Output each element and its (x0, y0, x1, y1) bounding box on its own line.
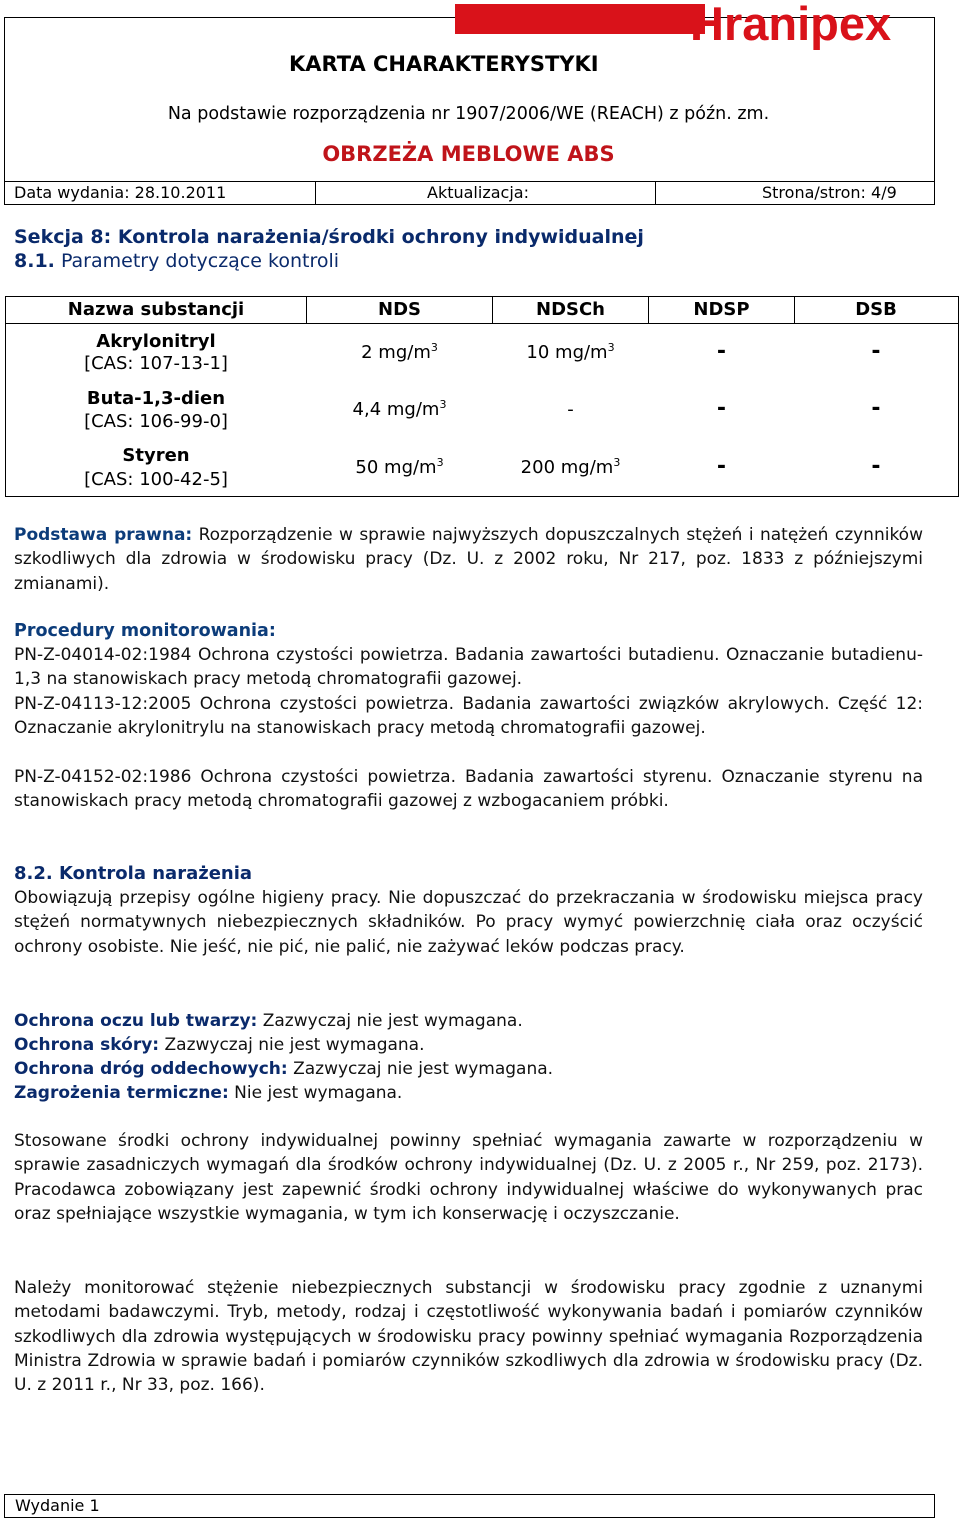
col-header-ndsch: NDSCh (536, 299, 605, 320)
col-header-dsb: DSB (855, 299, 897, 320)
update-label: Aktualizacja: (427, 183, 529, 202)
monitoring-title: Procedury monitorowania: (14, 621, 276, 641)
document-title: KARTA CHARAKTERYSTYKI (289, 52, 599, 76)
protection-respiratory: Ochrona dróg oddechowych: Zazwyczaj nie jest wymagana. (14, 1059, 554, 1079)
dsb-value: - (871, 396, 881, 421)
edition-label: Wydanie 1 (15, 1496, 100, 1515)
substance-cas: [CAS: 100-42-5] (84, 469, 228, 490)
ndsch-value: 10 $mg/m^3$ (526, 341, 615, 363)
ndsch-value: - (567, 399, 574, 420)
legal-basis: Podstawa prawna: Rozporządzenie w sprawie najwyższych dopuszczalnych stężeń i natężeń czynników szkodliwych dla zdrowia w środowisku pracy (Dz. U. z 2002 roku, Nr 217, poz. 1833 z późniejszymi zmianami). (14, 525, 923, 594)
monitoring-standard-2: PN-Z-04113-12:2005 Ochrona czystości powietrza. Badania zawartości związków akrylowych. Część 12: Oznaczanie akrylonitrylu na stanowiskach pracy metodą chromatografii gazowej. (14, 694, 923, 739)
monitoring-standard-1: PN-Z-04014-02:1984 Ochrona czystości powietrza. Badania zawartości butadienu. Oznaczanie butadienu-1,3 na stanowiskach pracy metodą chromatografii gazowej. (14, 645, 923, 690)
company-logo: Hranipex (690, 0, 892, 50)
header-rule (6, 323, 958, 324)
info-row (4, 181, 935, 205)
ndsp-value: - (716, 339, 727, 364)
col-header-nds: NDS (378, 299, 421, 320)
col-header-ndsp: NDSP (693, 299, 750, 320)
footer-box (4, 1494, 935, 1518)
section-title: Sekcja 8: Kontrola narażenia/środki ochrony indywidualnej (14, 226, 644, 248)
exposure-control-text: Obowiązują przepisy ogólne higieny pracy. Nie dopuszczać do przekraczania w środowisku miejsca pracy stężeń normatywnych niebezpiecznych składników. Po pracy wymyć powierzchnię ciała oraz oczyścić ochrony osobiste. Nie jeść, nie pić, nie palić, nie zażywać leków podczas pracy. (14, 888, 923, 957)
product-name: OBRZEŻA MEBLOWE ABS (322, 142, 615, 166)
ndsch-value: 200 $mg/m^3$ (520, 456, 621, 478)
divider (315, 182, 316, 204)
monitoring-paragraph: Należy monitorować stężenie niebezpiecznych substancji w środowisku pracy zgodnie z uznanymi metodami badawczymi. Tryb, metody, rodzaj i częstotliwość wykonywania badań i pomiarów czynników szkodliwych dla zdrowia występujących w środowisku pracy powinny spełniać wymagania Rozporządzenia Ministra Zdrowia w sprawie badań i pomiarów czynników szkodliwych dla zdrowia w środowisku pracy (Dz. U. z 2011 r., Nr 33, poz. 166). (14, 1278, 923, 1396)
ndsp-value: - (716, 454, 727, 479)
substance-cas: [CAS: 107-13-1] (84, 353, 228, 374)
monitoring-standard-3: PN-Z-04152-02:1986 Ochrona czystości powietrza. Badania zawartości styrenu. Oznaczanie styrenu na stanowiskach pracy metodą chromatografii gazowej z wzbogacaniem próbki. (14, 767, 923, 812)
logo-red-bar (455, 4, 705, 34)
document-basis: Na podstawie rozporządzenia nr 1907/2006/WE (REACH) z późn. zm. (167, 104, 770, 124)
subsection-title: 8.1. Parametry dotyczące kontroli (14, 250, 340, 272)
divider (655, 182, 656, 204)
issue-date: Data wydania: 28.10.2011 (14, 183, 227, 202)
col-header-name: Nazwa substancji (67, 299, 245, 320)
dsb-value: - (871, 339, 881, 364)
protection-skin: Ochrona skóry: Zazwyczaj nie jest wymagana. (14, 1035, 425, 1055)
ndsp-value: - (716, 396, 727, 421)
substance-name: Akrylonitryl (96, 331, 216, 352)
nds-value: 2 $mg/m^3$ (361, 341, 438, 363)
page-number: Strona/stron: 4/9 (762, 183, 897, 202)
nds-value: 50 $mg/m^3$ (355, 456, 444, 478)
protection-eyes: Ochrona oczu lub twarzy: Zazwyczaj nie jest wymagana. (14, 1011, 523, 1031)
ppe-paragraph: Stosowane środki ochrony indywidualnej powinny spełniać wymagania zawarte w rozporządzeniu w sprawie zasadniczych wymagań dla środków ochrony indywidualnej (Dz. U. z 2005 r., Nr 259, poz. 2173). Pracodawca zobowiązany jest zapewnić środki ochrony indywidualnej właściwe do wykonywanych prac oraz spełniające wszystkie wymagania, w tym ich konserwację i oczyszczanie. (14, 1131, 923, 1224)
substance-table (5, 296, 959, 497)
substance-cas: [CAS: 106-99-0] (84, 411, 228, 432)
dsb-value: - (871, 454, 881, 479)
substance-name: Styren (122, 445, 190, 466)
substance-name: Buta-1,3-dien (86, 388, 226, 409)
exposure-control-title: 8.2. Kontrola narażenia (14, 863, 253, 884)
protection-thermal: Zagrożenia termiczne: Nie jest wymagana. (14, 1083, 403, 1103)
nds-value: 4,4 $mg/m^3$ (352, 398, 447, 420)
